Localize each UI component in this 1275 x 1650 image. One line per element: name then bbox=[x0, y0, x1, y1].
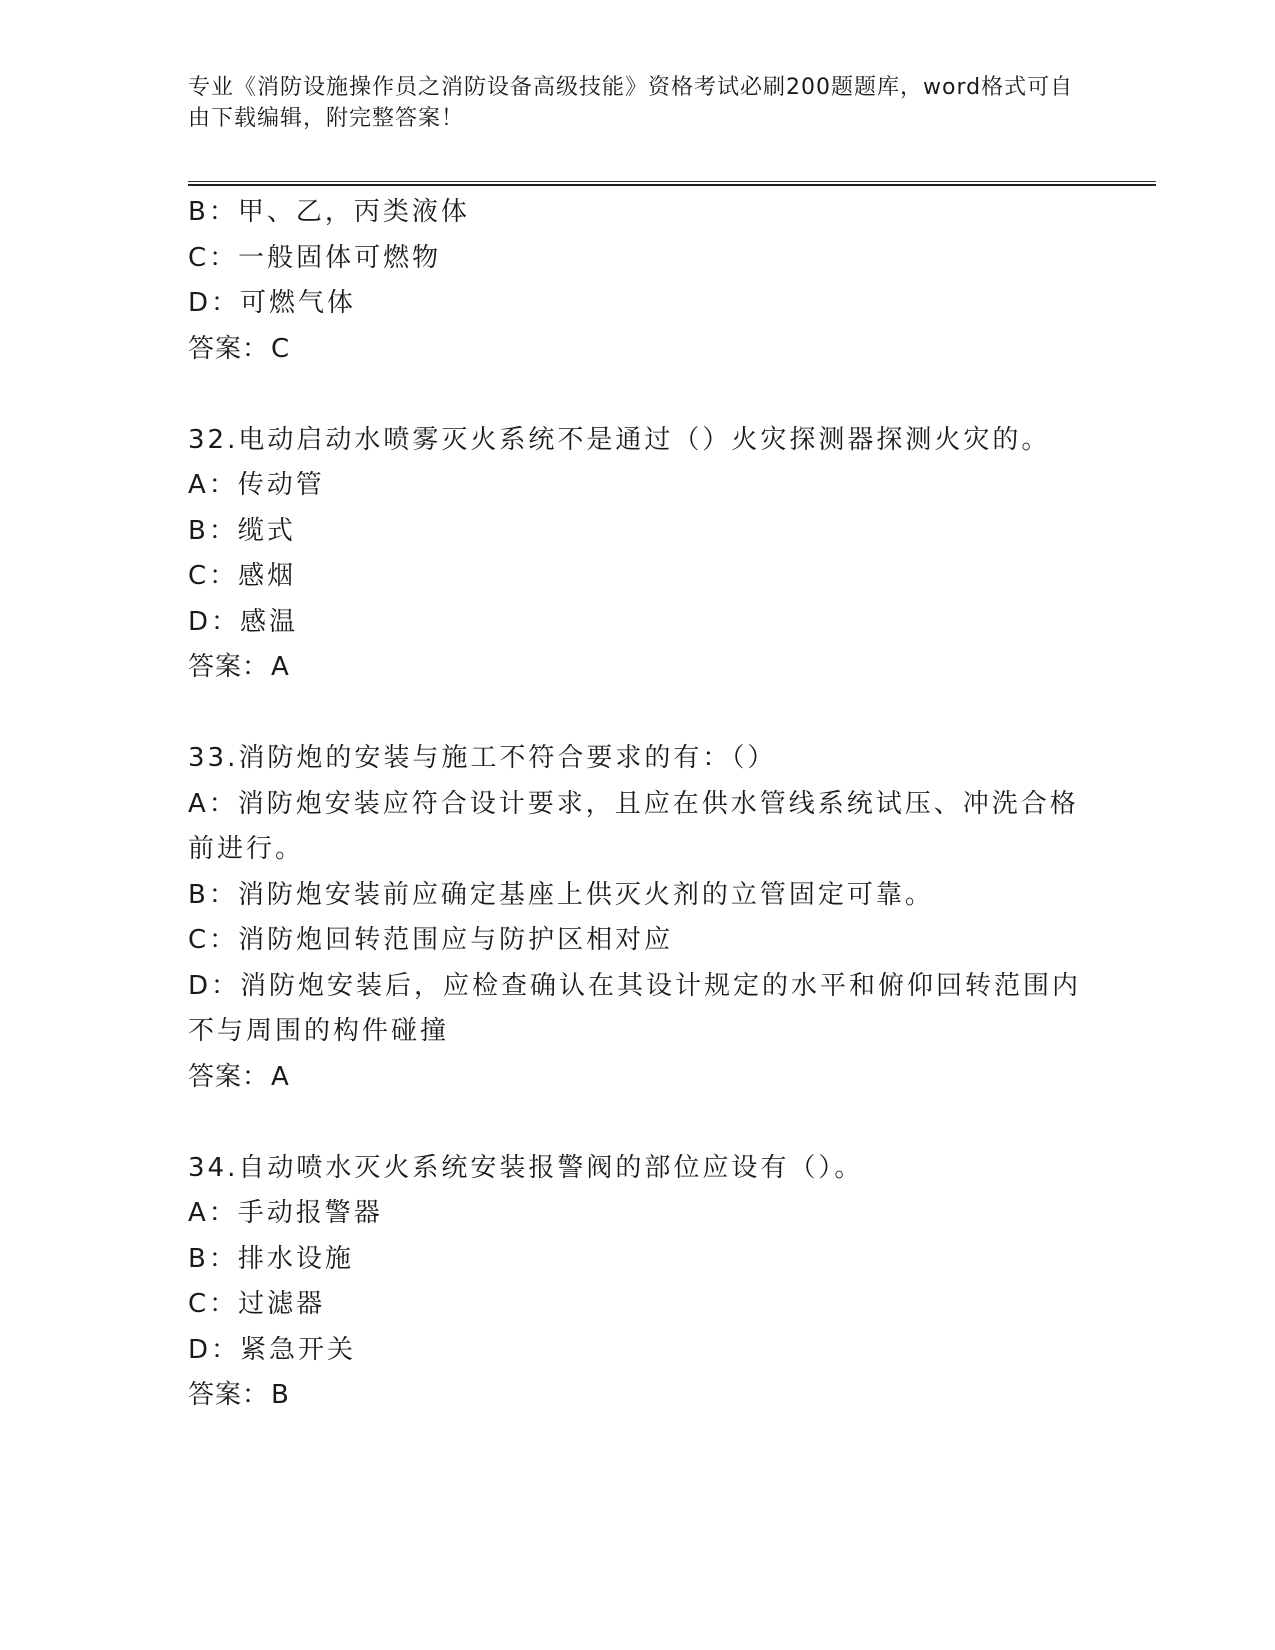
answer-line bbox=[188, 327, 1088, 373]
option-a: A：传动管 bbox=[188, 470, 325, 500]
header-divider-thick bbox=[188, 184, 1156, 186]
option-b: B：甲、乙，丙类液体 bbox=[188, 197, 470, 227]
question-stem: 34.自动喷水灭火系统安装报警阀的部位应设有（）。 bbox=[188, 1152, 864, 1183]
question-34 bbox=[188, 1146, 1088, 1419]
question-32 bbox=[188, 418, 1088, 691]
option-d: D：可燃气体 bbox=[188, 288, 357, 318]
option-b: B：消防炮安装前应确定基座上供灭火剂的立管固定可靠。 bbox=[188, 879, 934, 910]
question-list bbox=[188, 190, 1088, 1419]
answer-label: 答案： bbox=[188, 652, 270, 682]
option-d: D：感温 bbox=[188, 606, 299, 637]
option-c: C：消防炮回转范围应与防护区相对应 bbox=[188, 925, 674, 955]
answer-value: B bbox=[271, 1380, 290, 1410]
answer-label: 答案： bbox=[188, 333, 270, 364]
spacer bbox=[188, 372, 1088, 418]
option-c: C：一般固体可燃物 bbox=[188, 242, 442, 273]
answer-line bbox=[188, 1373, 1088, 1419]
option-a: A：手动报警器 bbox=[188, 1198, 383, 1228]
option-d: D：紧急开关 bbox=[188, 1334, 357, 1365]
answer-value: C bbox=[271, 333, 291, 364]
question-33 bbox=[188, 736, 1088, 1100]
option-c: C：过滤器 bbox=[188, 1289, 326, 1319]
question-31-continued bbox=[188, 190, 1088, 372]
answer-label: 答案： bbox=[188, 1380, 270, 1410]
answer-value: A bbox=[271, 1061, 290, 1092]
header-divider-thin bbox=[188, 181, 1156, 182]
option-c: C：感烟 bbox=[188, 561, 297, 591]
spacer bbox=[188, 691, 1088, 737]
answer-value: A bbox=[271, 652, 290, 682]
answer-label: 答案： bbox=[188, 1061, 270, 1092]
option-b: B：缆式 bbox=[188, 515, 296, 546]
option-b: B：排水设施 bbox=[188, 1243, 354, 1274]
question-stem: 33.消防炮的安装与施工不符合要求的有：（） bbox=[188, 743, 777, 773]
answer-line bbox=[188, 1055, 1088, 1101]
spacer bbox=[188, 1100, 1088, 1146]
question-stem: 32.电动启动水喷雾灭火系统不是通过（）火灾探测器探测火灾的。 bbox=[188, 424, 1051, 455]
document-title: 专业《消防设施操作员之消防设备高级技能》资格考试必刷200题题库，word格式可自由下载编辑，附完整答案！ bbox=[188, 75, 1074, 131]
answer-line bbox=[188, 645, 1088, 691]
option-a: A：消防炮安装应符合设计要求，且应在供水管线系统试压、冲洗合格前进行。 bbox=[188, 788, 1079, 864]
option-d: D：消防炮安装后，应检查确认在其设计规定的水平和俯仰回转范围内不与周围的构件碰撞 bbox=[188, 970, 1082, 1046]
